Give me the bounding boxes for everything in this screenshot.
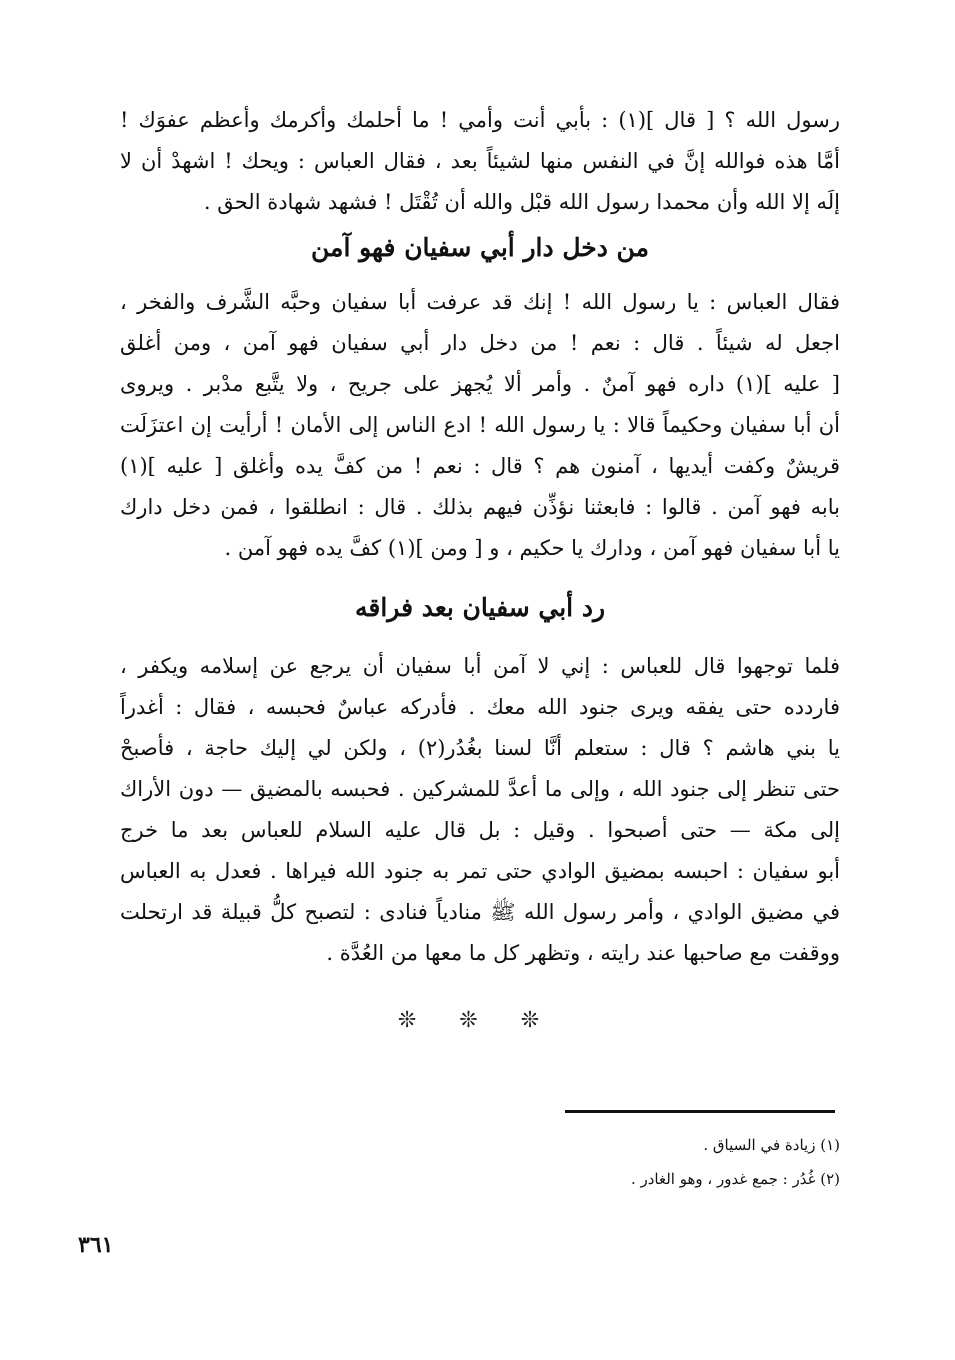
text-line: أمَّا هذه فوالله إنَّ في النفس منها لشيئاً بعد ، فقال العباس : ويحك ! اشهدْ أن لا xyxy=(120,149,840,173)
separator-stars: ❊ ❊ ❊ xyxy=(397,1008,558,1033)
footnote: (٢) غُدُر : جمع غدور ، وهو الغادر . xyxy=(630,1170,840,1188)
text-line: إلى مكة — حتى أصبحوا . وقيل : بل قال عليه السلام للعباس بعد ما خرج xyxy=(120,818,840,842)
text-line: ووقفت مع صاحبها عند رايته ، وتظهر كل ما معها من العُدَّة . xyxy=(326,941,840,965)
section-2-paragraph xyxy=(120,646,840,974)
text-line: قريشٌ وكفت أيديها ، آمنون هم ؟ قال : نعم ! من كفَّ يده وأغلق [ عليه ](١) xyxy=(120,454,840,478)
intro-paragraph xyxy=(120,100,840,223)
section-heading: من دخل دار أبي سفيان فهو آمن xyxy=(311,233,649,262)
text-line: يا بني هاشم ؟ قال : ستعلم أنَّا لسنا بغُدُر(٢) ، ولكن لي إليك حاجة ، فأصبحْ xyxy=(120,736,840,760)
text-line: حتى تنظر إلى جنود الله ، وإلى ما أعدَّ للمشركين . فحبسه بالمضيق — دون الأراك xyxy=(120,777,840,801)
footnote-divider xyxy=(565,1110,835,1113)
text-line: اجعل له شيئاً . قال : نعم ! من دخل دار أبي سفيان فهو آمن ، ومن أغلق xyxy=(120,331,840,355)
footnotes xyxy=(430,1128,840,1196)
text-line: فاردده حتى يفقه ويرى جنود الله معك . فأدركه عباسٌ فحبسه ، فقال : أغدراً xyxy=(120,695,840,719)
text-line: [ عليه ](١) داره فهو آمنٌ . وأمر ألا يُجهز على جريح ، ولا يتَّبع مدْبر . ويروى xyxy=(120,372,840,396)
text-line: فقال العباس : يا رسول الله ! إنك قد عرفت أبا سفيان وحبَّه الشَّرف والفخر ، xyxy=(120,290,840,314)
text-line: يا أبا سفيان فهو آمن ، ودارك يا حكيم ، و [ ومن ](١) كفَّ يده فهو آمن . xyxy=(224,536,840,560)
text-line: أن أبا سفيان وحكيماً قالا : يا رسول الله ! ادع الناس إلى الأمان ! أرأيت إن اعتزَلَت xyxy=(120,413,840,437)
text-line: أبو سفيان : احبسه بمضيق الوادي حتى تمر به جنود الله فيراها . فعدل به العباس xyxy=(120,859,840,883)
text-line: فلما توجهوا قال للعباس : إني لا آمن أبا سفيان أن يرجع عن إسلامه ويكفر ، xyxy=(120,654,840,678)
text-line: رسول الله ؟ [ قال ](١) : بأبي أنت وأمي ! ما أحلمك وأكرمك وأعظم عفوَك ! xyxy=(120,108,840,132)
page-number: ٣٦١ xyxy=(78,1232,114,1258)
text-line: بابه فهو آمن . قالوا : فابعثنا نؤذِّن فيهم بذلك . قال : انطلقوا ، فمن دخل دارك xyxy=(120,495,840,519)
footnote: (١) زيادة في السياق . xyxy=(703,1136,840,1154)
text-line: في مضيق الوادي ، وأمر رسول الله ﷺ منادياً فنادى : لتصبح كلُّ قبيلة قد ارتحلت xyxy=(120,900,840,924)
section-1-paragraph xyxy=(120,282,840,569)
text-line: إلَه إلا الله وأن محمدا رسول الله قبْل والله أن تُقْتَل ! فشهد شهادة الحق . xyxy=(203,190,840,214)
section-heading: رد أبي سفيان بعد فراقه xyxy=(354,593,606,622)
